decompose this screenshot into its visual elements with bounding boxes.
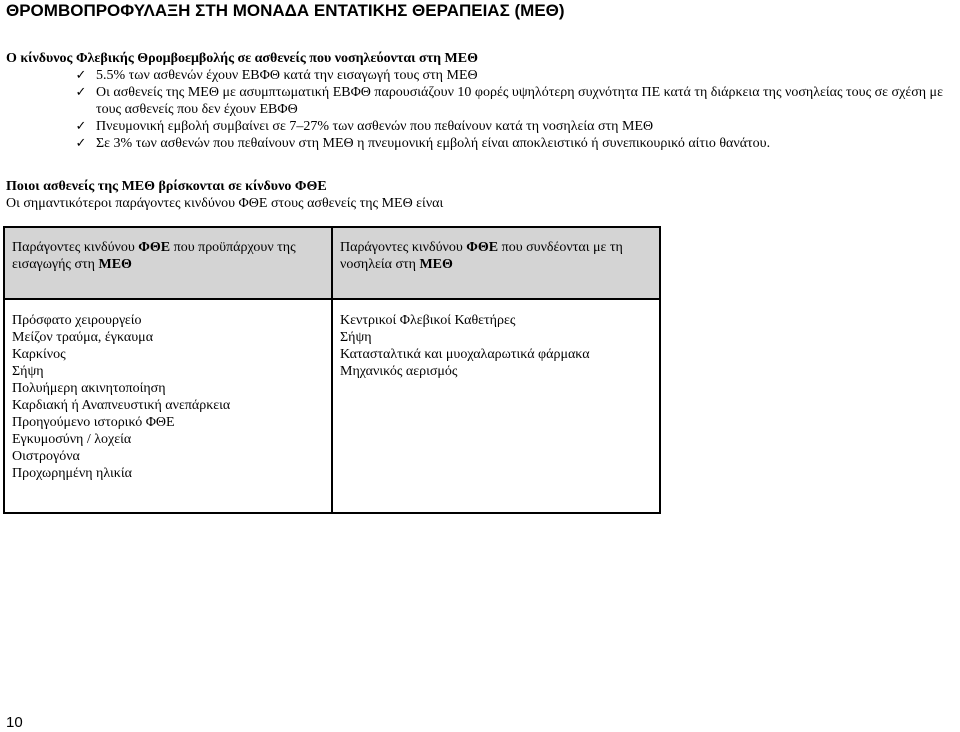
checkmark-icon: ✓ (75, 85, 87, 100)
intro-heading: Ο κίνδυνος Φλεβικής Θρομβοεμβολής σε ασθενείς που νοσηλεύονται στη ΜΕΘ (6, 51, 478, 66)
factor-item: Εγκυμοσύνη / λοχεία (12, 432, 132, 447)
header-bold-text: ΦΘΕ (466, 240, 499, 255)
factor-item: Καρκίνος (12, 347, 66, 362)
table-header-row (4, 227, 660, 299)
document-title: ΘΡΟΜΒΟΠΡΟΦΥΛΑΞΗ ΣΤΗ ΜΟΝΑΔΑ ΕΝΤΑΤΙΚΗΣ ΘΕΡΑΠΕΙΑΣ (ΜΕΘ) (6, 1, 565, 20)
checklist-item (6, 135, 958, 152)
factor-item: Προχωρημένη ηλικία (12, 466, 132, 481)
header-bold-text: ΜΕΘ (98, 257, 132, 272)
header-preexisting-factors (4, 227, 332, 299)
icu-factors-cell (332, 299, 660, 513)
checklist-item (6, 67, 958, 84)
checkmark-icon: ✓ (75, 68, 87, 83)
checkmark-icon: ✓ (75, 136, 87, 151)
factor-item: Μηχανικός αερισμός (340, 364, 458, 379)
header-bold-text: ΦΘΕ (138, 240, 171, 255)
factor-item: Πολυήμερη ακινητοποίηση (12, 381, 166, 396)
section-heading: Ποιοι ασθενείς της ΜΕΘ βρίσκονται σε κίνδυνο ΦΘΕ (6, 179, 327, 194)
checklist-item-text: Σε 3% των ασθενών που πεθαίνουν στη ΜΕΘ η πνευμονική εμβολή είναι αποκλειστικό ή συνεπικουρικό αίτιο θανάτου. (96, 136, 771, 151)
page-number: 10 (6, 714, 23, 731)
factor-item: Οιστρογόνα (12, 449, 80, 464)
section-subheading: Οι σημαντικότεροι παράγοντες κινδύνου ΦΘΕ στους ασθενείς της ΜΕΘ είναι (6, 196, 444, 211)
factor-item: Κατασταλτικά και μυοχαλαρωτικά φάρμακα (340, 347, 590, 362)
header-text: που προϋπάρχουν της εισαγωγής στη (12, 240, 296, 272)
checklist-item-text: Πνευμονική εμβολή συμβαίνει σε 7–27% των ασθενών που πεθαίνουν κατά τη νοσηλεία στη ΜΕΘ (96, 119, 654, 134)
checklist-item (6, 84, 958, 118)
header-text: Παράγοντες κινδύνου (12, 240, 139, 255)
factor-item: Μείζον τραύμα, έγκαυμα (12, 330, 154, 345)
header-text: που συνδέονται με τη νοσηλεία στη (340, 240, 623, 272)
checklist-item (6, 118, 958, 135)
factor-item: Σήψη (340, 330, 372, 345)
factor-item: Κεντρικοί Φλεβικοί Καθετήρες (340, 313, 516, 328)
factor-item: Σήψη (12, 364, 44, 379)
checkmark-icon: ✓ (75, 119, 87, 134)
header-bold-text: ΜΕΘ (419, 257, 453, 272)
table-row (4, 299, 660, 513)
factor-item: Πρόσφατο χειρουργείο (12, 313, 142, 328)
header-icu-factors (332, 227, 660, 299)
risk-factors-table (3, 226, 661, 514)
preexisting-factors-cell (4, 299, 332, 513)
factor-item: Προηγούμενο ιστορικό ΦΘΕ (12, 415, 175, 430)
header-text: Παράγοντες κινδύνου (340, 240, 467, 255)
checklist-item-text: Οι ασθενείς της ΜΕΘ με ασυμπτωματική ΕΒΦΘ παρουσιάζουν 10 φορές υψηλότερη συχνότητα ΠΕ κατά τη διάρκεια της νοσηλείας τους σε σχέση με τους ασθενείς που δεν έχουν ΕΒΦΘ (96, 85, 943, 117)
checklist-item-text: 5.5% των ασθενών έχουν ΕΒΦΘ κατά την εισαγωγή τους στη ΜΕΘ (96, 68, 478, 83)
checklist (6, 67, 958, 152)
factor-item: Καρδιακή ή Αναπνευστική ανεπάρκεια (12, 398, 231, 413)
